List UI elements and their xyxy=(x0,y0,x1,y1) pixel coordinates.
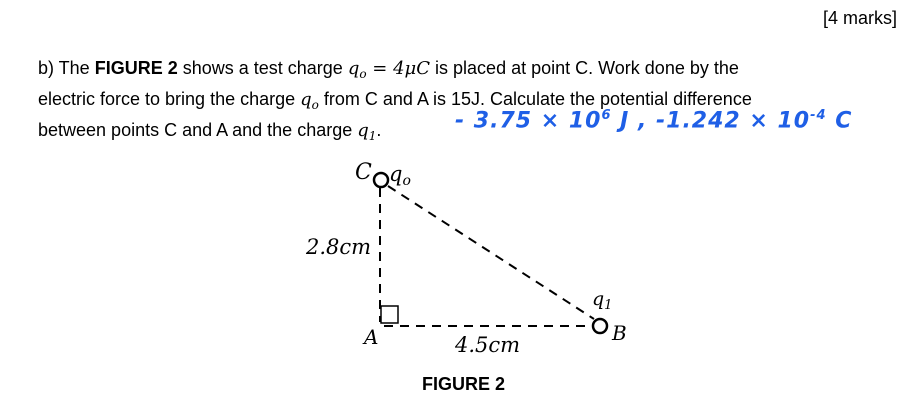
label-a: A xyxy=(364,325,379,349)
label-q1-symbol: q xyxy=(592,288,605,310)
figure-caption: FIGURE 2 xyxy=(422,374,506,394)
question-text-3: electric force to bring the charge xyxy=(38,89,301,109)
question-prefix: b) The xyxy=(38,58,95,78)
figure-reference: FIGURE 2 xyxy=(94,58,178,78)
horizontal-length-label: 4.5cm xyxy=(455,333,521,357)
answer-part-3: C xyxy=(826,108,853,134)
charge-b-circle xyxy=(593,319,607,333)
answer-part-1: - 3.75 × 10 xyxy=(455,108,602,134)
question-text-6: . xyxy=(376,120,382,140)
label-q0-symbol: q xyxy=(389,162,403,186)
label-c: C xyxy=(355,160,372,185)
label-q1 xyxy=(592,288,612,313)
marks-label: [4 marks] xyxy=(822,8,897,28)
label-q1-sub: 1 xyxy=(604,298,613,313)
charge-value: = 4μC xyxy=(366,58,431,79)
question-text-5: between points C and A and the charge xyxy=(38,120,358,140)
answer-exponent-2: -4 xyxy=(810,108,827,123)
charge-q1-sub: 1 xyxy=(368,129,377,143)
charge-q0-inline-symbol: q xyxy=(300,89,312,110)
label-q0-sub: o xyxy=(402,173,411,189)
charge-q1-symbol: q xyxy=(357,120,369,141)
answer-exponent-1: 6 xyxy=(601,108,612,123)
answer-part-2: J , -1.242 × 10 xyxy=(611,108,811,134)
question-text-2: is placed at point C. Work done by the xyxy=(430,58,739,78)
label-q0 xyxy=(389,162,411,189)
question-text-1: shows a test charge xyxy=(177,58,348,78)
hypotenuse-dashed-line xyxy=(388,186,594,319)
charge-q0-sub: o xyxy=(359,67,367,81)
vertical-length-label: 2.8cm xyxy=(306,235,372,259)
right-angle-marker xyxy=(381,306,398,323)
label-b: B xyxy=(612,321,627,345)
charge-q0-inline-sub: o xyxy=(311,98,319,112)
question-text-4: from C and A is 15J. Calculate the potential difference xyxy=(318,89,752,109)
charge-c-circle xyxy=(374,173,388,187)
charge-q0-symbol: q xyxy=(347,58,360,79)
